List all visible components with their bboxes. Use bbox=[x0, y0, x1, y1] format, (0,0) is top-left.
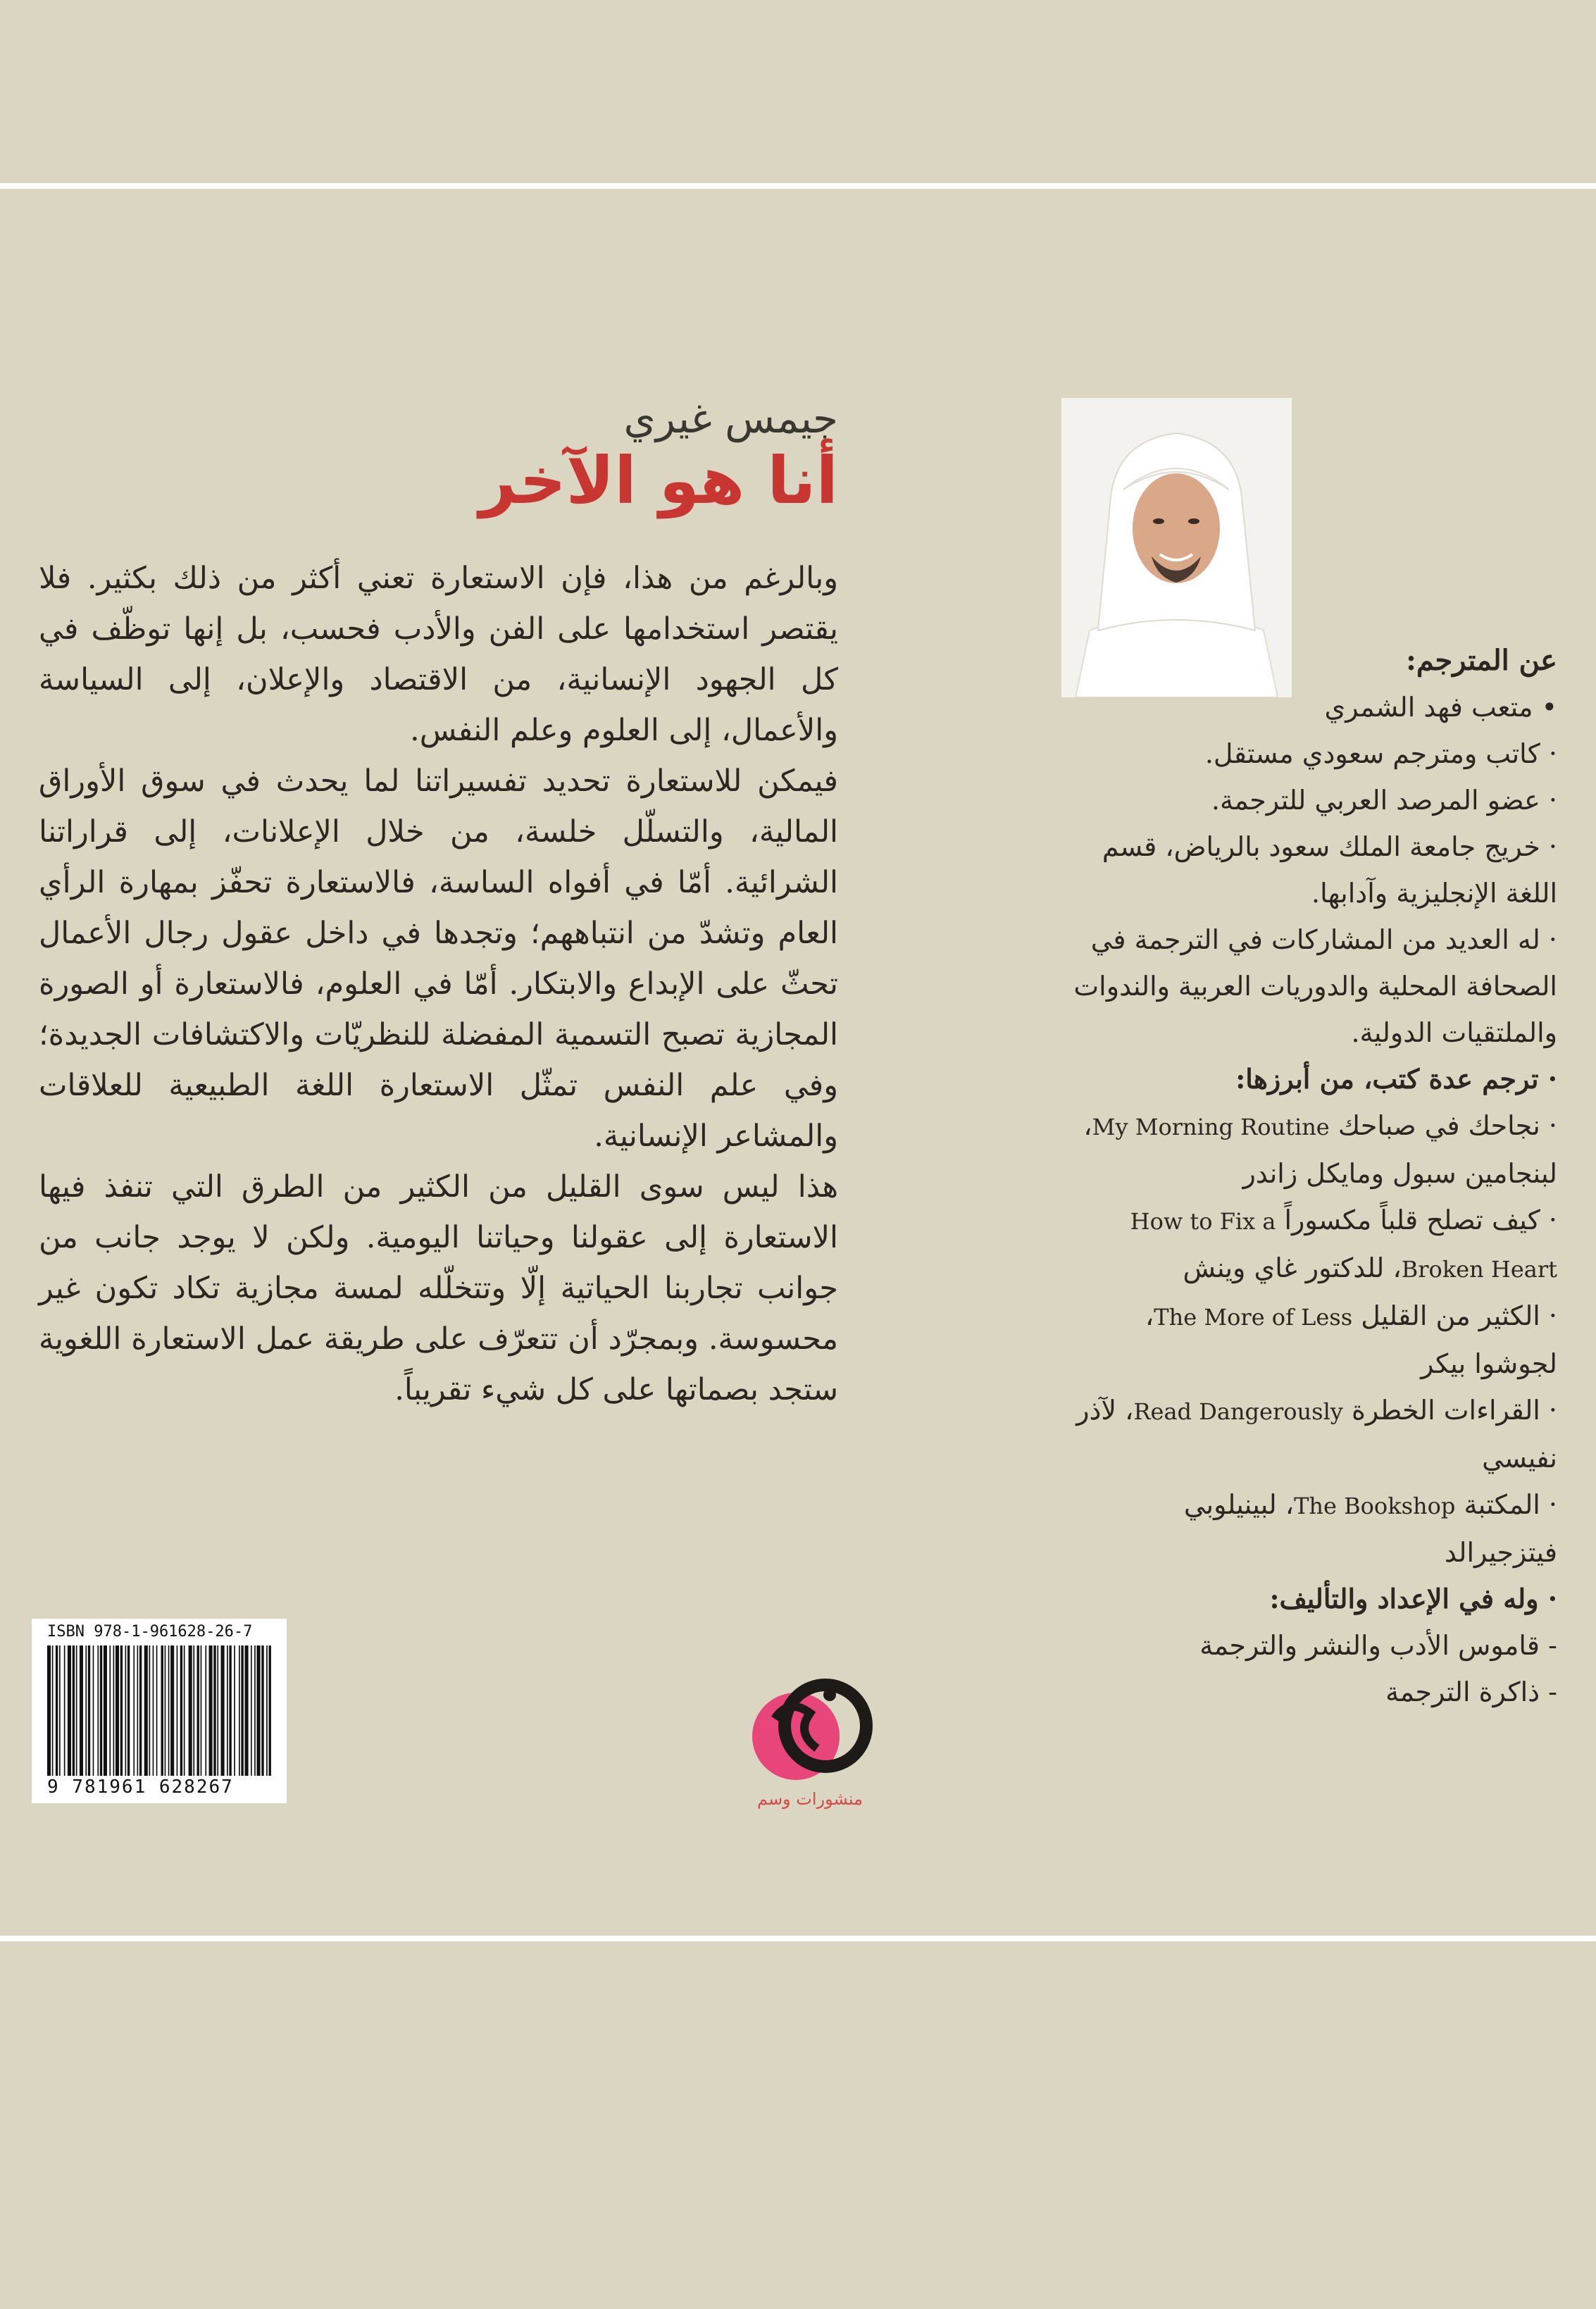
book-entry-arabic: · كيف تصلح قلباً مكسوراً bbox=[1276, 1205, 1557, 1236]
book-entry-author: ، لجوشوا بيكر bbox=[1145, 1300, 1557, 1379]
barcode-bar bbox=[116, 1645, 119, 1776]
barcode-bar bbox=[125, 1645, 127, 1776]
barcode-bar bbox=[100, 1645, 102, 1776]
barcode-bar bbox=[113, 1645, 115, 1776]
barcode-bar bbox=[109, 1645, 111, 1776]
book-title: أنا هو الآخر bbox=[479, 442, 838, 518]
barcode-bar bbox=[137, 1645, 139, 1776]
barcode-bar bbox=[177, 1645, 178, 1776]
barcode-bar bbox=[88, 1645, 90, 1776]
publisher-logo bbox=[747, 1669, 873, 1814]
barcode-bar bbox=[104, 1645, 107, 1776]
wasm-logo-icon bbox=[747, 1669, 873, 1789]
book-entry-author: ، للدكتور غاي وينش bbox=[1183, 1252, 1402, 1283]
barcode-bar bbox=[68, 1645, 71, 1776]
publisher-name: منشورات وسم bbox=[756, 1789, 864, 1809]
book-entry-arabic: · المكتبة bbox=[1455, 1489, 1557, 1520]
barcode-bar bbox=[193, 1645, 194, 1776]
book-entry-english: The More of Less bbox=[1154, 1304, 1353, 1331]
barcode-bar bbox=[56, 1645, 58, 1776]
book-entry-english: How to Fix a Broken Heart bbox=[1130, 1208, 1557, 1283]
bio-item: · كاتب ومترجم سعودي مستقل. bbox=[1204, 738, 1557, 769]
barcode-bar bbox=[254, 1645, 256, 1776]
barcode-bar bbox=[234, 1645, 235, 1776]
book-entry-english: My Morning Routine bbox=[1092, 1114, 1330, 1140]
barcode-bar bbox=[64, 1645, 66, 1776]
barcode-bar bbox=[257, 1645, 261, 1776]
barcode-bar bbox=[245, 1645, 249, 1776]
book-entry bbox=[1071, 1387, 1557, 1481]
books-heading: · ترجم عدة كتب، من أبرزها: bbox=[1235, 1063, 1557, 1095]
work-entry: - قاموس الأدب والنشر والترجمة bbox=[1199, 1630, 1557, 1661]
bio-item: · عضو المرصد العربي للترجمة. bbox=[1211, 785, 1557, 816]
isbn-label: ISBN 978-1-961628-26-7 bbox=[47, 1623, 253, 1641]
bio-item: • متعب فهد الشمري bbox=[1324, 692, 1557, 723]
book-entry bbox=[1071, 1102, 1557, 1197]
barcode-bar bbox=[85, 1645, 87, 1776]
bottom-divider bbox=[0, 1936, 1596, 1941]
barcode-bar bbox=[189, 1645, 192, 1776]
barcode-bar bbox=[120, 1645, 123, 1776]
book-entry-arabic: · الكثير من القليل bbox=[1352, 1300, 1557, 1331]
barcode-bar bbox=[73, 1645, 75, 1776]
barcode-bar bbox=[239, 1645, 240, 1776]
barcode-bars bbox=[46, 1645, 273, 1776]
barcode-bar bbox=[165, 1645, 166, 1776]
barcode-bar bbox=[209, 1645, 213, 1776]
book-entry bbox=[1071, 1293, 1557, 1387]
barcode-bar bbox=[170, 1645, 174, 1776]
book-entry-english: Read Dangerously bbox=[1133, 1398, 1343, 1425]
isbn-digits: 9 781961 628267 bbox=[47, 1776, 234, 1798]
barcode-bar bbox=[168, 1645, 170, 1776]
translator-column bbox=[1071, 637, 1557, 1715]
barcode-bar bbox=[161, 1645, 163, 1776]
blurb-paragraph: هذا ليس سوى القليل من الكثير من الطرق التي تنفذ فيها الاستعارة إلى عقولنا وحياتنا اليومية. ولكن لا يوجد جانب من جوانب تجاربنا الحياتية إلّا وتتخلّله لمسة مجازية تكاد تكون غير محسوسة. وبمجرّد أن تتعرّف على طريقة عمل الاستعارة اللغوية ستجد بصماتها على كل شيء تقريباً. bbox=[39, 1169, 838, 1408]
bio-item: · له العديد من المشاركات في الترجمة في الصحافة المحلية والدوريات العربية والندوات والملتقيات الدولية. bbox=[1073, 924, 1557, 1048]
barcode-bar bbox=[153, 1645, 154, 1776]
barcode-bar bbox=[97, 1645, 99, 1776]
blurb-column bbox=[39, 394, 838, 1415]
barcode-bar bbox=[180, 1645, 182, 1776]
book-entry-author: ، لآذر نفيسي bbox=[1076, 1395, 1557, 1474]
book-entry bbox=[1071, 1481, 1557, 1576]
barcode-bar bbox=[269, 1645, 271, 1776]
barcode-bar bbox=[251, 1645, 252, 1776]
barcode-bar bbox=[184, 1645, 185, 1776]
barcode-bar bbox=[229, 1645, 231, 1776]
barcode-bar bbox=[227, 1645, 228, 1776]
blurb-paragraph: فيمكن للاستعارة تحديد تفسيراتنا لما يحدث في سوق الأوراق المالية، والتسلّل خلسة، من خلال الإعلانات، إلى قراراتنا الشرائية. أمّا في أفواه الساسة، فالاستعارة تحفّز بمهارة الرأي العام وتشدّ من انتباههم؛ وتجدها في داخل عقول رجال الأعمال تحثّ على الإبداع والابتكار. أمّا في العلوم، فالاستعارة أو الصورة المجازية تصبح التسمية المفضلة للنظريّات والاكتشافات الجديدة؛ وفي علم النفس تمثّل الاستعارة اللغة الطبيعية للعلاقات والمشاعر الإنسانية. bbox=[39, 764, 838, 1154]
book-entry bbox=[1071, 1197, 1557, 1293]
barcode-bar bbox=[205, 1645, 206, 1776]
author-name: جيمس غيري bbox=[623, 394, 838, 442]
barcode-bar bbox=[261, 1645, 263, 1776]
barcode-bar bbox=[266, 1645, 268, 1776]
barcode-bar bbox=[149, 1645, 151, 1776]
barcode-bar bbox=[144, 1645, 148, 1776]
blurb-paragraph: وبالرغم من هذا، فإن الاستعارة تعني أكثر من ذلك بكثير. فلا يقتصر استخدامها على الفن والأدب فحسب، بل إنها توظّف في كل الجهود الإنسانية، من الاقتصاد والإعلان، إلى السياسة والأعمال، إلى العلوم وعلم النفس. bbox=[39, 561, 838, 749]
book-entry-arabic: · القراءات الخطرة bbox=[1342, 1395, 1557, 1426]
bio-item: · خريج جامعة الملك سعود بالرياض، قسم اللغة الإنجليزية وآدابها. bbox=[1102, 831, 1557, 909]
book-entry-author: ، لبينيلوبي فيتزجيرالد bbox=[1183, 1489, 1557, 1568]
translator-heading: عن المترجم: bbox=[1406, 644, 1557, 677]
barcode-bar bbox=[80, 1645, 83, 1776]
barcode-bar bbox=[52, 1645, 54, 1776]
barcode-bar bbox=[47, 1645, 51, 1776]
book-entry-author: ، لبنجامين سبول ومايكل زاندر bbox=[1083, 1110, 1557, 1189]
barcode-bar bbox=[133, 1645, 135, 1776]
barcode-bar bbox=[139, 1645, 142, 1776]
book-entry-english: The Bookshop bbox=[1294, 1493, 1456, 1519]
book-entry-arabic: · نجاحك في صباحك bbox=[1329, 1110, 1557, 1141]
barcode-bar bbox=[156, 1645, 158, 1776]
works-heading: · وله في الإعداد والتأليف: bbox=[1269, 1583, 1557, 1614]
barcode-bar bbox=[127, 1645, 130, 1776]
work-entry: - ذاكرة الترجمة bbox=[1385, 1676, 1557, 1707]
barcode-bar bbox=[217, 1645, 218, 1776]
top-divider bbox=[0, 183, 1596, 189]
isbn-barcode bbox=[32, 1619, 287, 1803]
barcode-bar bbox=[197, 1645, 199, 1776]
barcode-bar bbox=[59, 1645, 61, 1776]
barcode-bar bbox=[221, 1645, 225, 1776]
barcode-bar bbox=[213, 1645, 216, 1776]
barcode-bar bbox=[76, 1645, 77, 1776]
barcode-bar bbox=[93, 1645, 94, 1776]
barcode-bar bbox=[201, 1645, 202, 1776]
barcode-bar bbox=[241, 1645, 243, 1776]
